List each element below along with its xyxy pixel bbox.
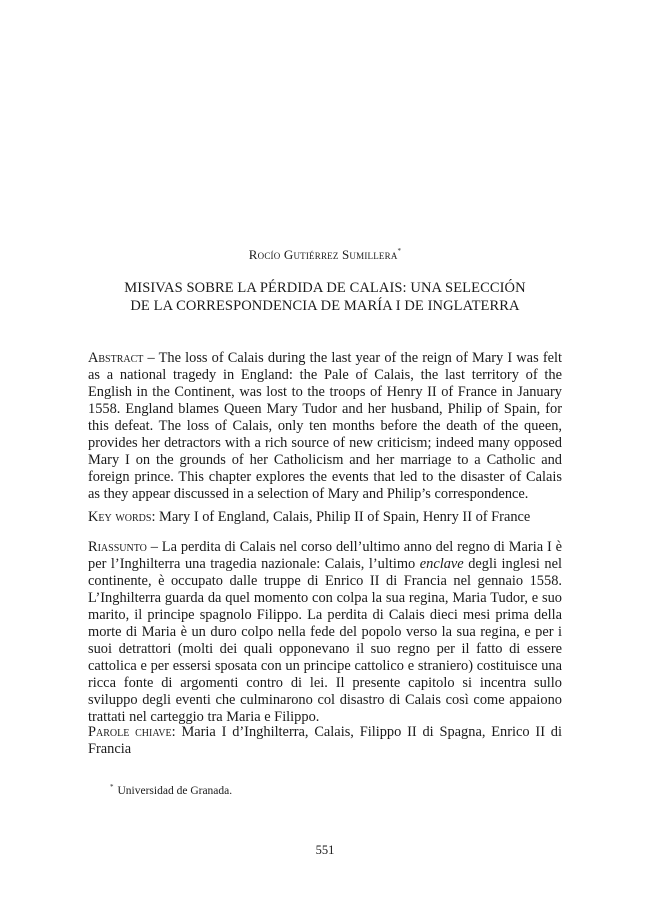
abstract-text: The loss of Calais during the last year of the reign of Mary I was felt as a national tragedy in England: the Pale of Calais, the last territory of the English in the Continent, was lost to the troops of Henry II of France in January 1558. England blames Queen Mary Tudor and her husband, Philip of Spain, for this defeat. The loss of Calais, only ten months before the death of the queen, provides her detractors with a rich source of new criticism; indeed many opposed Mary I on the grounds of her Catholicism and her marriage to a Catholic and foreign prince. This chapter explores the events that led to the disaster of Calais as they appear discussed in a selection of Mary and Philip’s correspondence. bbox=[88, 350, 562, 502]
parole-text: Maria I d’Inghilterra, Calais, Filippo II di Spagna, Enrico II di Francia bbox=[88, 724, 562, 757]
author-text: Rocío Gutiérrez Sumillera bbox=[248, 247, 398, 262]
parole-sep: : bbox=[171, 724, 182, 740]
riassunto-italic-term: enclave bbox=[419, 556, 464, 572]
keywords-text: Mary I of England, Calais, Philip II of Spain, Henry II of France bbox=[159, 509, 531, 525]
abstract-paragraph bbox=[88, 350, 562, 503]
riassunto-text-after: degli inglesi nel continente, è occupato dalle truppe di Enrico II di Francia nel gennaio 1558. L’Inghilterra guarda da quel momento con colpa la sua regina, Maria Tudor, e suo marito, il principe spagnolo Filippo. La perdita di Calais dieci mesi prima della morte di Maria è un duro colpo nella fede del popolo verso la sua regina, e per i suoi detrattori (molti dei quali opponevano il suo regno per il fatto di essere cattolica e per essersi sposata con un principe cattolico e straniero) costituisce una ricca fonte di argomenti contro di lei. Il presente capitolo si incentra sullo sviluppo degli eventi che culminarono col disastro di Calais così come appaiono trattati nel carteggio tra Maria e Filippo. bbox=[88, 556, 562, 725]
page-number: 551 bbox=[315, 843, 335, 857]
parole-chiave-paragraph bbox=[88, 724, 562, 758]
footnote-text: Universidad de Granada. bbox=[117, 785, 233, 797]
author-name bbox=[0, 247, 650, 263]
title-line-2: DE LA CORRESPONDENCIA DE MARÍA I DE INGLATERRA bbox=[130, 298, 520, 314]
article-title bbox=[88, 279, 562, 315]
footnote bbox=[110, 780, 550, 798]
riassunto-text-before: La perdita di Calais nel corso dell’ultimo anno del regno di Maria I è per l’Inghilterra una tragedia nazionale: Calais, l’ultimo bbox=[88, 539, 562, 572]
author-footnote-mark: * bbox=[397, 247, 402, 255]
keywords-sep: : bbox=[151, 509, 160, 525]
abstract-label: Abstract bbox=[88, 350, 144, 366]
parole-label: Parole chiave bbox=[88, 724, 172, 740]
riassunto-dash: – bbox=[146, 539, 162, 555]
riassunto-paragraph bbox=[88, 539, 562, 726]
keywords-label: Key words bbox=[88, 509, 152, 525]
abstract-dash: – bbox=[143, 350, 159, 366]
title-line-1: MISIVAS SOBRE LA PÉRDIDA DE CALAIS: UNA SELECCIÓN bbox=[124, 280, 526, 296]
riassunto-label: Riassunto bbox=[88, 539, 147, 555]
footnote-mark: * bbox=[110, 783, 114, 791]
keywords-paragraph bbox=[88, 509, 562, 526]
